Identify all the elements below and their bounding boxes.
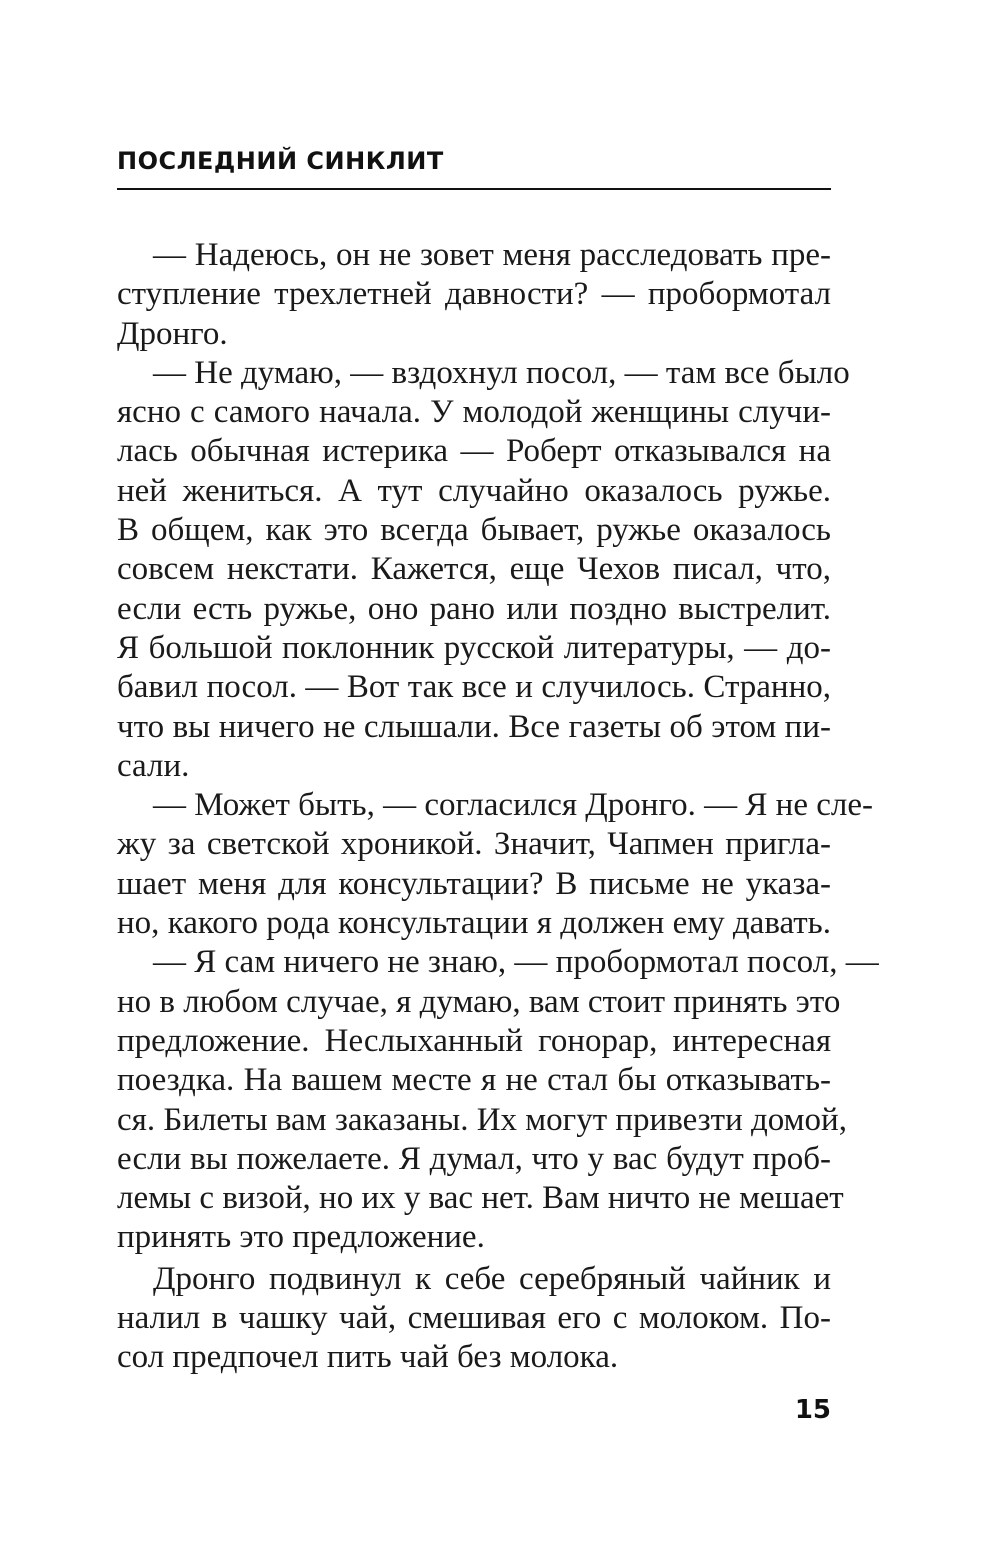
text-line: ней жениться. А тут случайно оказалось ружье.	[117, 472, 831, 509]
running-header-title: ПОСЛЕДНИЙ СИНКЛИТ	[117, 147, 444, 175]
text-line: совсем некстати. Кажется, еще Чехов писал, что,	[117, 551, 831, 588]
text-line: но, какого рода консультации я должен ему давать.	[117, 905, 831, 942]
page-number: 15	[794, 1395, 831, 1425]
text-line: если есть ружье, оно рано или поздно выстрелит.	[117, 590, 831, 627]
text-line: ступление трехлетней давности? — пробормотал	[117, 276, 831, 313]
text-line: что вы ничего не слышали. Все газеты об этом пи-	[117, 708, 831, 745]
text-line: В общем, как это всегда бывает, ружье оказалось	[117, 512, 831, 549]
text-line: Дронго.	[117, 315, 228, 352]
text-line: — Не думаю, — вздохнул посол, — там все было	[153, 354, 850, 391]
body-text	[117, 236, 879, 1378]
text-line: ся. Билеты вам заказаны. Их могут привезти домой,	[117, 1101, 847, 1138]
text-line: бавил посол. — Вот так все и случилось. Странно,	[117, 669, 831, 706]
text-line: Дронго подвинул к себе серебряный чайник и	[153, 1260, 831, 1297]
text-line: если вы пожелаете. Я думал, что у вас будут проб-	[117, 1140, 831, 1177]
text-line: поездка. На вашем месте я не стал бы отказывать-	[117, 1062, 831, 1099]
text-line: но в любом случае, я думаю, вам стоит принять это	[117, 983, 841, 1020]
text-line: Я большой поклонник русской литературы, — до-	[117, 629, 831, 666]
text-line: сол предпочел пить чай без молока.	[117, 1339, 619, 1376]
text-line: лемы с визой, но их у вас нет. Вам ничто не мешает	[117, 1180, 844, 1217]
text-line: жу за светской хроникой. Значит, Чапмен пригла-	[117, 826, 831, 863]
text-line: принять это предложение.	[117, 1219, 485, 1256]
text-line: сали.	[117, 747, 190, 784]
text-line: лась обычная истерика — Роберт отказывался на	[117, 433, 831, 470]
text-line: предложение. Неслыханный гонорар, интересная	[117, 1022, 831, 1059]
text-line: — Может быть, — согласился Дронго. — Я не сле-	[153, 787, 873, 824]
text-line: ясно с самого начала. У молодой женщины случи-	[117, 394, 831, 431]
text-line: — Я сам ничего не знаю, — пробормотал посол, —	[153, 944, 879, 981]
text-line: налил в чашку чай, смешивая его с молоком. По-	[117, 1300, 831, 1337]
text-line: шает меня для консультации? В письме не указа-	[117, 865, 831, 902]
text-line: — Надеюсь, он не зовет меня расследовать пре-	[153, 237, 831, 273]
running-header	[117, 146, 831, 190]
